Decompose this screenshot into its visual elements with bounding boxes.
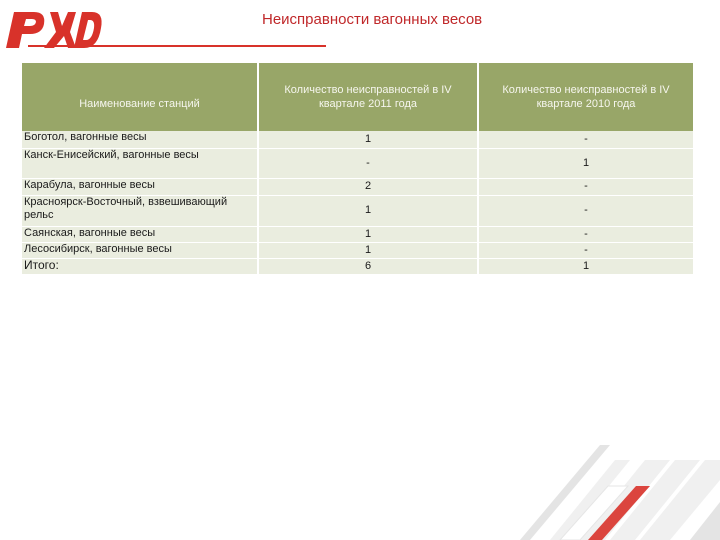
count-2011: -	[258, 148, 478, 178]
column-header-2010: Количество неисправностей в IV квартале 2010 года	[478, 63, 694, 131]
count-2010: -	[478, 195, 694, 226]
count-2011: 1	[258, 226, 478, 242]
count-2010: -	[478, 242, 694, 258]
column-header-2011: Количество неисправностей в IV квартале 2011 года	[258, 63, 478, 131]
count-2011: 1	[258, 242, 478, 258]
station-name: Саянская, вагонные весы	[22, 226, 258, 242]
station-name: Лесосибирск, вагонные весы	[22, 242, 258, 258]
total-label: Итого:	[22, 258, 258, 274]
total-2010: 1	[478, 258, 694, 274]
table-row	[22, 178, 694, 195]
count-2011: 1	[258, 195, 478, 226]
table-row	[22, 195, 694, 226]
count-2010: -	[478, 131, 694, 148]
total-2011: 6	[258, 258, 478, 274]
corner-decoration	[460, 440, 720, 540]
column-header-station: Наименование станций	[22, 63, 258, 131]
table-row	[22, 226, 694, 242]
page-title: Неисправности вагонных весов	[262, 11, 483, 28]
station-name: Боготол, вагонные весы	[22, 131, 258, 148]
count-2010: 1	[478, 148, 694, 178]
table-header-row	[22, 63, 694, 131]
table-total-row	[22, 258, 694, 274]
count-2011: 1	[258, 131, 478, 148]
count-2010: -	[478, 226, 694, 242]
count-2010: -	[478, 178, 694, 195]
station-name: Красноярск-Восточный, взвешивающий рельс	[22, 195, 258, 226]
title-underline	[28, 45, 326, 47]
table-row	[22, 148, 694, 178]
table-row	[22, 242, 694, 258]
table-row	[22, 131, 694, 148]
faults-table	[22, 63, 695, 275]
station-name: Карабула, вагонные весы	[22, 178, 258, 195]
station-name: Канск-Енисейский, вагонные весы	[22, 148, 258, 178]
count-2011: 2	[258, 178, 478, 195]
